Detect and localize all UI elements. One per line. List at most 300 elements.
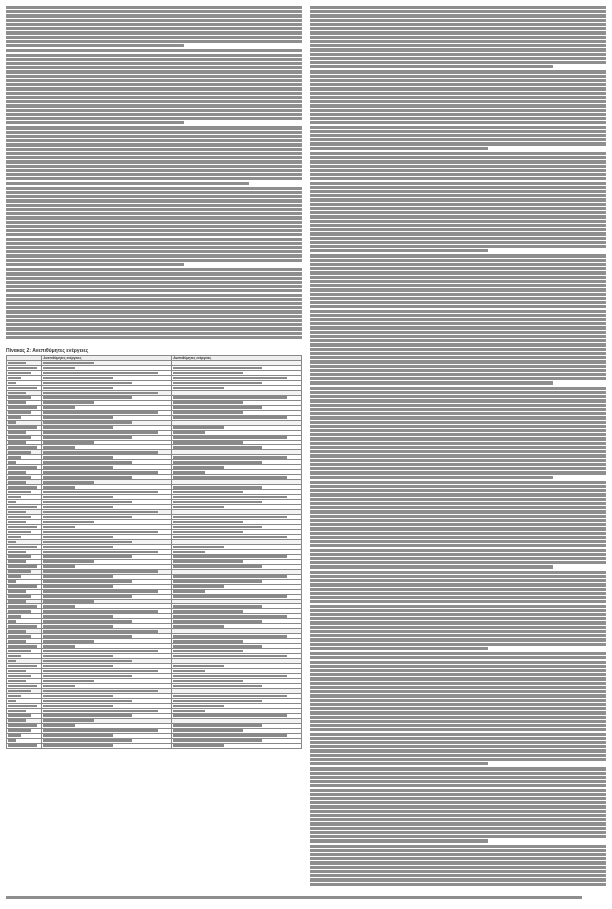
text-line xyxy=(310,70,606,73)
text-line xyxy=(310,454,606,457)
text-line xyxy=(310,130,606,133)
cell-text xyxy=(43,461,132,464)
cell-text xyxy=(8,411,31,414)
cell-text xyxy=(173,560,243,563)
text-line xyxy=(6,177,302,180)
text-paragraph xyxy=(310,70,606,149)
cell-text xyxy=(8,724,37,727)
cell-text xyxy=(43,372,157,375)
text-line xyxy=(310,408,606,411)
text-line xyxy=(310,280,606,283)
cell-text xyxy=(8,705,37,708)
text-line xyxy=(310,241,606,244)
cell-text xyxy=(8,526,37,529)
cell-text xyxy=(43,710,157,713)
text-line xyxy=(6,169,302,172)
cell-text xyxy=(8,595,31,598)
text-line xyxy=(310,339,606,342)
text-line xyxy=(6,92,302,95)
text-line xyxy=(310,267,606,270)
cell-text xyxy=(43,406,75,409)
cell-text xyxy=(43,396,132,399)
cell-text xyxy=(8,372,31,375)
text-line xyxy=(310,245,606,248)
text-line xyxy=(6,23,302,26)
text-line xyxy=(6,246,302,249)
text-line xyxy=(310,237,606,240)
cell-text xyxy=(8,685,37,688)
cell-text xyxy=(8,466,37,469)
cell-text xyxy=(43,590,157,593)
cell-text xyxy=(8,511,26,514)
text-line xyxy=(6,212,302,215)
cell-text xyxy=(173,436,287,439)
text-line xyxy=(310,481,606,484)
text-line xyxy=(310,87,606,90)
cell-text xyxy=(43,421,132,424)
text-line xyxy=(310,613,606,616)
cell-text xyxy=(8,600,26,603)
text-line xyxy=(310,652,606,655)
cell-text xyxy=(8,585,37,588)
cell-text xyxy=(173,531,243,534)
text-line xyxy=(310,827,606,830)
text-line xyxy=(6,208,302,211)
cell-text xyxy=(173,551,205,554)
cell-text xyxy=(173,526,262,529)
cell-text xyxy=(8,471,26,474)
cell-text xyxy=(43,645,75,648)
text-line xyxy=(310,845,606,848)
cell-text xyxy=(8,660,16,663)
text-line xyxy=(310,83,606,86)
text-line xyxy=(310,23,606,26)
cell-text xyxy=(8,506,37,509)
table-cell xyxy=(7,743,42,748)
text-line xyxy=(310,789,606,792)
cell-text xyxy=(8,700,16,703)
text-line xyxy=(310,849,606,852)
text-line xyxy=(310,532,606,535)
text-line xyxy=(310,369,606,372)
cell-text xyxy=(173,377,287,380)
cell-text xyxy=(43,476,132,479)
cell-text xyxy=(173,665,224,668)
text-line xyxy=(6,225,302,228)
text-line xyxy=(310,677,606,680)
cell-text xyxy=(43,580,132,583)
text-line xyxy=(310,224,606,227)
text-line xyxy=(310,142,606,145)
cell-text xyxy=(8,645,37,648)
text-line xyxy=(6,113,302,116)
text-line xyxy=(6,75,302,78)
text-line xyxy=(6,49,302,52)
text-line xyxy=(310,571,606,574)
cell-text xyxy=(173,506,224,509)
cell-text xyxy=(43,560,94,563)
text-line xyxy=(310,65,553,68)
text-line xyxy=(6,79,302,82)
text-line xyxy=(6,152,302,155)
cell-text xyxy=(43,511,157,514)
text-line xyxy=(310,121,606,124)
text-line xyxy=(6,66,302,69)
text-line xyxy=(310,182,606,185)
text-line xyxy=(310,288,606,291)
text-line xyxy=(6,268,302,271)
text-line xyxy=(310,96,606,99)
cell-text xyxy=(43,744,113,747)
cell-text xyxy=(173,471,205,474)
cell-text xyxy=(43,471,157,474)
text-line xyxy=(310,647,488,650)
cell-text xyxy=(8,675,31,678)
text-line xyxy=(310,40,606,43)
cell-text xyxy=(8,729,31,732)
table-title: Πίνακας 2: Ανεπιθύμητες ενέργειες xyxy=(6,348,89,354)
text-line xyxy=(310,61,606,64)
text-line xyxy=(310,284,606,287)
cell-text xyxy=(173,739,262,742)
text-line xyxy=(310,450,606,453)
cell-text xyxy=(8,640,26,643)
cell-text xyxy=(8,630,26,633)
text-paragraph xyxy=(6,187,302,266)
cell-text xyxy=(8,680,26,683)
cell-text xyxy=(8,610,31,613)
cell-text xyxy=(173,406,262,409)
cell-text xyxy=(173,640,243,643)
cell-text xyxy=(173,585,224,588)
text-line xyxy=(6,87,302,90)
cell-text xyxy=(173,401,243,404)
text-line xyxy=(6,104,302,107)
cell-text xyxy=(43,724,75,727)
footnote xyxy=(6,896,606,900)
cell-text xyxy=(8,655,21,658)
text-line xyxy=(310,381,553,384)
text-line xyxy=(6,332,302,335)
cell-text xyxy=(173,615,287,618)
adverse-reactions-table-block xyxy=(6,348,302,749)
text-line xyxy=(310,694,606,697)
text-line xyxy=(310,117,606,120)
cell-text xyxy=(8,441,26,444)
text-line xyxy=(310,152,606,155)
text-line xyxy=(310,549,606,552)
cell-text xyxy=(43,526,75,529)
text-line xyxy=(310,412,606,415)
text-line xyxy=(310,626,606,629)
cell-text xyxy=(173,685,262,688)
cell-text xyxy=(173,476,287,479)
text-line xyxy=(310,310,606,313)
text-line xyxy=(310,703,606,706)
text-line xyxy=(310,198,606,201)
cell-text xyxy=(173,516,287,519)
text-line xyxy=(310,493,606,496)
text-line xyxy=(310,203,606,206)
cell-text xyxy=(43,685,75,688)
text-line xyxy=(6,100,302,103)
text-line xyxy=(310,758,606,761)
cell-text xyxy=(43,541,132,544)
text-line xyxy=(310,365,606,368)
cell-text xyxy=(43,446,75,449)
text-line xyxy=(310,14,606,17)
cell-text xyxy=(173,396,287,399)
text-line xyxy=(6,199,302,202)
cell-text xyxy=(173,565,262,568)
cell-text xyxy=(8,531,31,534)
text-paragraph xyxy=(310,767,606,842)
text-line xyxy=(310,271,606,274)
cell-text xyxy=(173,675,287,678)
text-line xyxy=(310,741,606,744)
cell-text xyxy=(43,705,113,708)
text-line xyxy=(310,446,606,449)
cell-text xyxy=(173,744,224,747)
text-line xyxy=(310,711,606,714)
cell-text xyxy=(43,714,132,717)
cell-text xyxy=(43,655,113,658)
text-line xyxy=(310,335,606,338)
text-line xyxy=(310,661,606,664)
text-line xyxy=(310,416,606,419)
text-line xyxy=(310,634,606,637)
cell-text xyxy=(43,516,132,519)
cell-text xyxy=(43,451,157,454)
cell-text xyxy=(43,431,157,434)
text-line xyxy=(310,866,606,869)
text-line xyxy=(6,58,302,61)
cell-text xyxy=(8,536,21,539)
text-line xyxy=(310,643,606,646)
text-line xyxy=(310,579,606,582)
text-line xyxy=(6,121,184,124)
cell-text xyxy=(8,620,16,623)
cell-text xyxy=(8,541,16,544)
text-line xyxy=(310,728,606,731)
text-line xyxy=(310,138,606,141)
cell-text xyxy=(173,580,262,583)
cell-text xyxy=(8,362,26,365)
text-line xyxy=(310,596,606,599)
cell-text xyxy=(43,575,113,578)
cell-text xyxy=(8,451,31,454)
text-line xyxy=(6,323,302,326)
text-line xyxy=(6,160,302,163)
text-line xyxy=(310,575,606,578)
cell-text xyxy=(173,610,243,613)
text-line xyxy=(310,104,606,107)
cell-text xyxy=(173,501,262,504)
cell-text xyxy=(8,501,16,504)
cell-text xyxy=(43,436,132,439)
cell-text xyxy=(43,496,113,499)
text-line xyxy=(310,839,488,842)
text-line xyxy=(310,391,606,394)
cell-text xyxy=(173,710,205,713)
cell-text xyxy=(8,446,37,449)
cell-text xyxy=(8,575,21,578)
text-line xyxy=(310,360,606,363)
cell-text xyxy=(43,565,75,568)
text-line xyxy=(310,348,606,351)
cell-text xyxy=(43,441,94,444)
text-line xyxy=(6,173,302,176)
text-line xyxy=(310,793,606,796)
text-line xyxy=(310,471,606,474)
cell-text xyxy=(173,729,243,732)
text-line xyxy=(310,314,606,317)
text-line xyxy=(310,665,606,668)
text-line xyxy=(310,784,606,787)
cell-text xyxy=(173,625,224,628)
text-line xyxy=(310,565,553,568)
cell-text xyxy=(173,595,287,598)
cell-text xyxy=(8,615,21,618)
cell-text xyxy=(8,421,16,424)
text-line xyxy=(6,31,302,34)
cell-text xyxy=(8,382,16,385)
cell-text xyxy=(43,739,132,742)
text-line xyxy=(310,605,606,608)
cell-text xyxy=(43,570,157,573)
text-line xyxy=(310,617,606,620)
cell-text xyxy=(8,570,31,573)
table-cell xyxy=(172,743,302,748)
cell-text xyxy=(43,377,113,380)
text-line xyxy=(310,682,606,685)
cell-text xyxy=(8,650,31,653)
cell-text xyxy=(173,670,205,673)
text-line xyxy=(310,395,606,398)
text-line xyxy=(310,561,606,564)
text-line xyxy=(310,716,606,719)
text-line xyxy=(310,113,606,116)
cell-text xyxy=(43,640,94,643)
cell-text xyxy=(43,595,132,598)
text-line xyxy=(6,336,302,339)
table-header-cell: Ανεπιθύμητες ενέργειες xyxy=(42,356,172,361)
cell-text xyxy=(43,426,113,429)
text-line xyxy=(310,754,606,757)
cell-text xyxy=(173,590,205,593)
text-line xyxy=(6,10,302,13)
text-line xyxy=(310,254,606,257)
text-paragraph xyxy=(310,481,606,569)
text-line xyxy=(310,583,606,586)
text-line xyxy=(310,305,606,308)
text-line xyxy=(6,131,302,134)
cell-text xyxy=(173,491,243,494)
cell-text xyxy=(8,565,37,568)
cell-text xyxy=(43,416,113,419)
cell-text xyxy=(43,551,157,554)
cell-text xyxy=(43,392,157,395)
cell-text xyxy=(173,645,262,648)
text-line xyxy=(6,14,302,17)
text-line xyxy=(310,502,606,505)
text-line xyxy=(310,519,606,522)
cell-text xyxy=(43,387,113,390)
text-line xyxy=(6,277,302,280)
cell-text xyxy=(43,555,132,558)
text-line xyxy=(310,780,606,783)
text-line xyxy=(6,6,302,9)
cell-text xyxy=(173,382,262,385)
text-line xyxy=(310,109,606,112)
text-line xyxy=(310,853,606,856)
cell-text xyxy=(8,744,37,747)
text-line xyxy=(310,523,606,526)
cell-text xyxy=(43,635,132,638)
cell-text xyxy=(43,401,94,404)
cell-text xyxy=(173,536,287,539)
text-line xyxy=(310,600,606,603)
cell-text xyxy=(8,625,37,628)
text-line xyxy=(310,53,606,56)
text-line xyxy=(310,301,606,304)
text-line xyxy=(6,315,302,318)
text-line xyxy=(6,289,302,292)
cell-text xyxy=(43,546,113,549)
text-line xyxy=(310,489,606,492)
cell-text xyxy=(43,729,157,732)
cell-text xyxy=(8,690,31,693)
cell-text xyxy=(8,670,26,673)
cell-text xyxy=(43,501,132,504)
cell-text xyxy=(43,665,113,668)
cell-text xyxy=(8,714,31,717)
cell-text xyxy=(43,700,132,703)
text-line xyxy=(6,126,302,129)
cell-text xyxy=(173,635,287,638)
text-paragraph xyxy=(6,126,302,184)
table-row xyxy=(7,743,302,748)
text-line xyxy=(310,343,606,346)
cell-text xyxy=(43,411,157,414)
text-line xyxy=(310,232,606,235)
text-line xyxy=(310,515,606,518)
text-line xyxy=(310,818,606,821)
cell-text xyxy=(8,436,31,439)
cell-text xyxy=(8,461,16,464)
cell-text xyxy=(8,496,21,499)
text-line xyxy=(310,147,488,150)
text-line xyxy=(310,215,606,218)
text-line xyxy=(310,126,606,129)
cell-text xyxy=(8,476,31,479)
cell-text xyxy=(173,650,243,653)
cell-text xyxy=(173,446,262,449)
cell-text xyxy=(8,695,21,698)
cell-text xyxy=(8,580,16,583)
text-line xyxy=(310,293,606,296)
cell-text xyxy=(8,516,31,519)
text-line xyxy=(310,835,606,838)
text-line xyxy=(310,387,606,390)
text-line xyxy=(310,527,606,530)
text-line xyxy=(310,772,606,775)
text-line xyxy=(6,229,302,232)
cell-text xyxy=(43,585,113,588)
text-line xyxy=(6,263,184,266)
text-line xyxy=(310,805,606,808)
text-line xyxy=(310,297,606,300)
